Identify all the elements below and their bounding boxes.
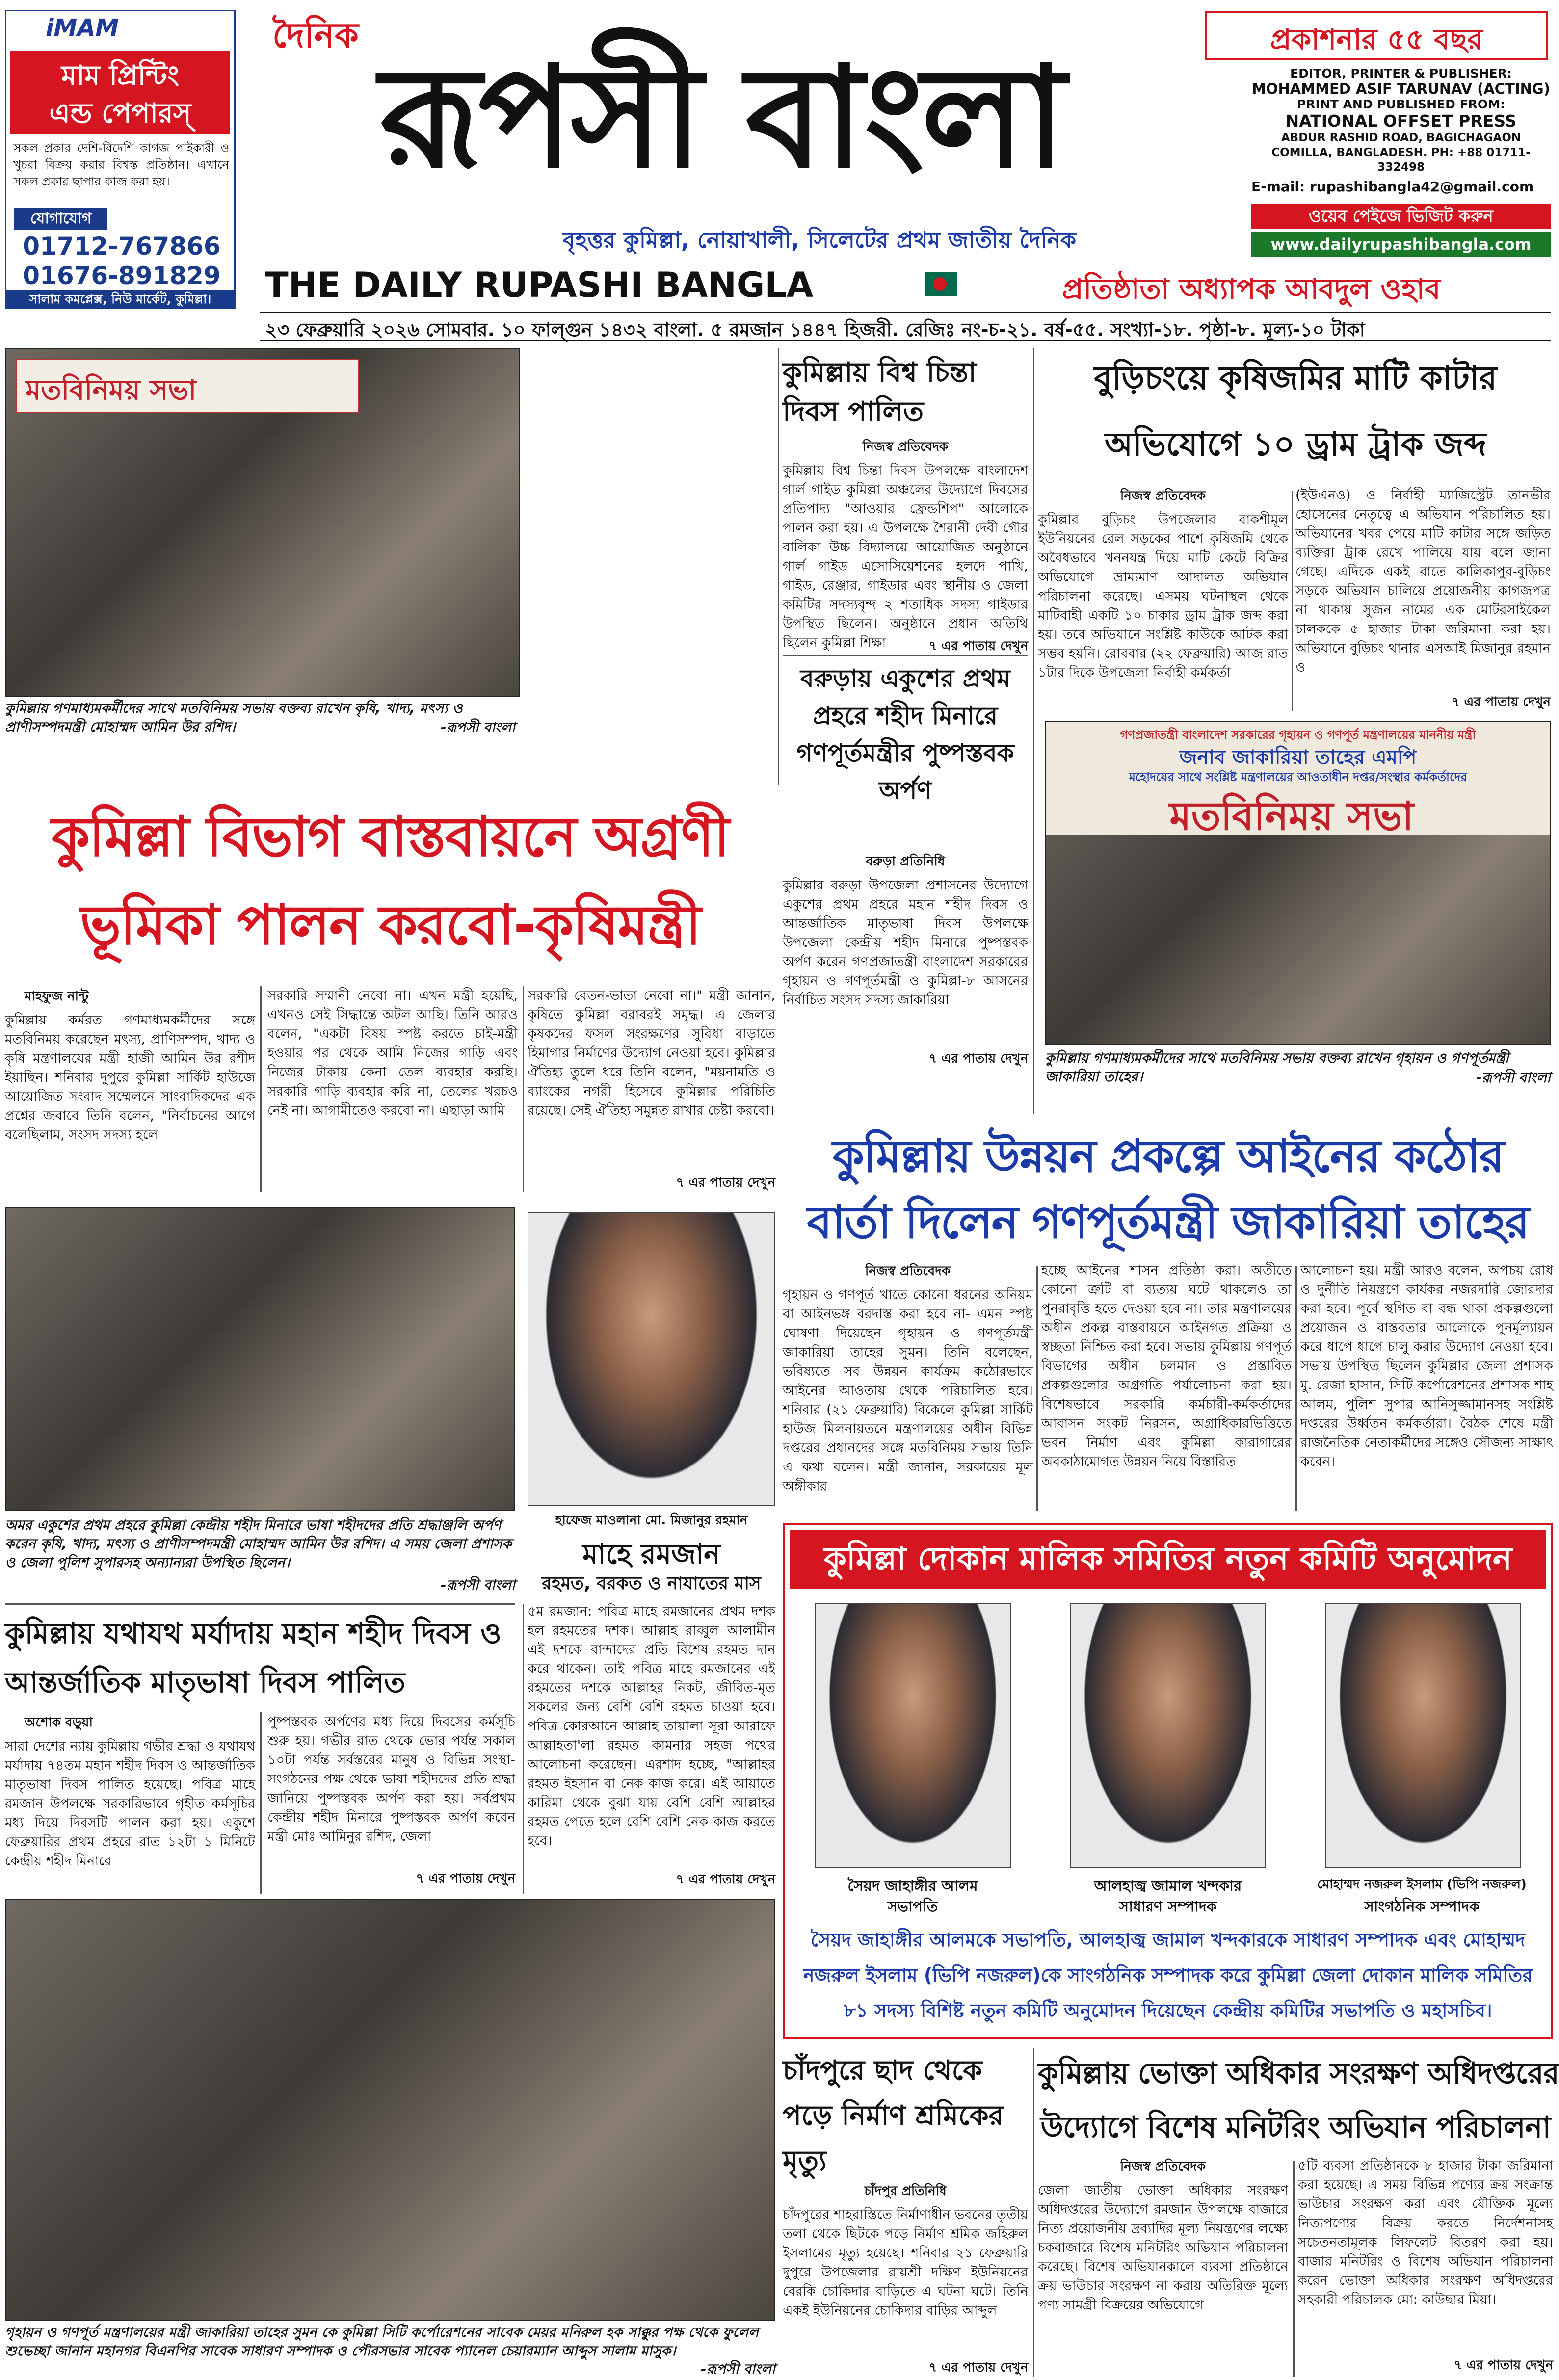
thinking-day-text: কুমিল্লায় বিশ্ব চিন্তা দিবস উপলক্ষে বাংলাদেশ গার্ল গাইড কুমিল্লা অঞ্চলের উদ্যোগে দিবসের প্রতিপাদ্য "আওয়ার ফ্রেন্ডশিপ" আলোকে পালন করা হয়। এ উপলক্ষে শৈরানী দেবী গৌর বালিকা উচ্চ বিদ্যালয়ে আয়োজিত অনুষ্ঠানে গার্ল গাইড এসোসিয়েশনের হলদে পাখি, গাইড, রেঞ্জার, গাইডার এবং স্থানীয় ও জেলা কমিটির সদস্যবৃন্দ ২ শতাধিক সদস্য গাইডার উপস্থিত ছিলেন। অনুষ্ঠানে প্রধান অতিথি ছিলেন কুমিল্লা শিক্ষা (783, 463, 1028, 651)
advert-logo: iMAM (46, 14, 119, 42)
advert-box (5, 10, 236, 309)
burichang-continued: ৭ এর পাতায় দেখুন (1451, 695, 1551, 709)
development-col3-text: আলোচনা হয়। মন্ত্রী আরও বলেন, অপচয় রোধ ও দুর্নীতি নিয়ন্ত্রণে কার্যকর নজরদারি জোরদার করা হবে। পূর্বে স্থগিত বা বন্ধ থাকা প্রকল্পগুলো প্রয়োজন ও বাস্তবতার আলোকে পুনর্মূল্যায়ন করে ধাপে ধাপে চালু করার উদ্যোগ নেওয়া হবে। সভায় উপস্থিত ছিলেন কুমিল্লার জেলা প্রশাসক মু. রেজা হাসান, সিটি কর্পোরেশনের প্রশাসক শাহ আলম, পুলিশ সুপার আনিসুজ্জামানসহ সংশ্লিষ্ট দপ্তরের উর্ধ্বতন কর্মকর্তারা। বৈঠক শেষে মন্ত্রী রাজনৈতিক নেতাকর্মীদের সঙ্গেও সৌজন্য সাক্ষাৎ করেন। (1300, 1263, 1553, 1469)
burichang-col2 (1295, 486, 1551, 716)
chandpur-divider (1033, 2048, 1034, 2377)
advert-phone2[interactable]: 01676-891829 (23, 262, 221, 290)
member-role-1: সভাপতি (887, 1898, 938, 1915)
lead-col3 (528, 986, 775, 1202)
language-day-top-rule (5, 1603, 515, 1605)
lead-col1 (5, 986, 255, 1202)
burichang-byline: নিজস্ব প্রতিবেদক (1120, 489, 1206, 503)
ramadan-portrait (528, 1212, 775, 1506)
barura-byline: বরুড়া প্রতিনিধি (866, 854, 945, 869)
language-day-col1 (5, 1712, 255, 1894)
member-role-2: সাধারণ সম্পাদক (1119, 1898, 1217, 1915)
website-link[interactable]: www.dailyrupashibangla.com (1251, 232, 1551, 257)
dateline-bar (260, 312, 1551, 341)
language-day-col1-text: সারা দেশের ন্যায় কুমিল্লায় গভীর শ্রদ্ধা ও যথাযথ মর্যাদায় ৭৪তম মহান শহীদ দিবস ও আন্তর্জাতিক মাতৃভাষা দিবস পালিত হয়েছে। পবিত্র মাহে রমজান উপলক্ষে সরকারিভাবে গৃহীত কর্মসূচির মধ্য দিয়ে দিবসটি পালন করা হয়। একুশে ফেব্রুয়ারির প্রথম প্রহরে রাত ১২টা ১ মিনিটে কেন্দ্রীয় শহীদ মিনারে (5, 1739, 255, 1869)
ramadan-divider (523, 1604, 524, 1894)
lead-col2 (267, 986, 518, 1202)
thinking-day-headline: কুমিল্লায় বিশ্ব চিন্তা দিবস পালিত (783, 357, 977, 428)
middle-left-divider (778, 348, 779, 785)
lead-headline-line2: ভূমিকা পালন করবো-কৃষিমন্ত্রী (80, 893, 700, 957)
press-address: ABDUR RASHID ROAD, BAGICHAGAON COMILLA, BANGLADESH. PH: +88 01711-332498 (1271, 131, 1531, 174)
development-col1-text: গৃহায়ন ও গণপূর্ত খাতে কোনো ধরনের অনিয়ম বা আইনভঙ্গ বরদাস্ত করা হবে না- এমন স্পষ্ট ঘোষণা দিয়েছেন গৃহায়ন ও গণপূর্তমন্ত্রী জাকারিয়া তাহের সুমন। তিনি বলেছেন, ভবিষ্যতে সব উন্নয়ন কার্যক্রম কঠোরভাবে আইনের আওতায় থেকে পরিচালিত হবে। শনিবার (২১ ফেব্রুয়ারি) বিকেলে কুমিল্লা সার্কিট হাউজ মিলনায়তনে মন্ত্রণালয়ের অধীন বিভিন্ন দপ্তরের প্রধানদের সঙ্গে মতবিনিময় সভায় তিনি এ কথা বলেন। মন্ত্রী জানান, সরকারের মূল অঙ্গীকার (783, 1287, 1033, 1494)
lead-col-divider-2 (523, 986, 524, 1192)
editor-name: MOHAMMED ASIF TARUNAV (ACTING) (1252, 80, 1550, 97)
shaheed-photo-caption: অমর একুশের প্রথম প্রহরে কুমিল্লা কেন্দ্রীয় শহীদ মিনারে ভাষা শহীদদের প্রতি শ্রদ্ধাঞ্জলি অর্পণ করেন কৃষি, খাদ্য, মৎস্য ও প্রাণীসম্পদমন্ত্রী মোহাম্মদ আমিন উর রশিদ। এ সময় জেলা প্রশাসক ও জেলা পুলিশ সুপারসহ অন্যান্যরা উপস্থিত ছিলেন। (5, 1517, 512, 1570)
chandpur-text: চাঁদপুরের শাহরাস্তিতে নির্মাণাধীন ভবনের তৃতীয় তলা থেকে ছিটকে পড়ে নির্মাণ শ্রমিক জহিরুল ইসলামের মৃত্যু হয়েছে। শনিবার ২১ ফেব্রুয়ারি দুপুরে উপজেলার রায়শ্রী দক্ষিণ ইউনিয়নের বেরকি চোকিদার বাড়িতে এ ঘটনা ঘটে। তিনি একই ইউনিয়নের চোকিদার বাড়ির আব্দুল (783, 2207, 1028, 2318)
editor-label: EDITOR, PRINTER & PUBLISHER: (1290, 66, 1512, 80)
lead-headline-line1: কুমিল্লা বিভাগ বাস্তবায়নে অগ্রণী (51, 805, 729, 869)
ramadan-subtitle: রহমত, বরকত ও নাযাতের মাস (542, 1573, 761, 1594)
lead-col3-text: সরকারি বেতন-ভাতা নেবো না।" মন্ত্রী জানান, কৃষিতে কুমিল্লা বরাবরই সমৃদ্ধ। এ জেলার কৃষকদের ফসল সংরক্ষণের সুবিধা বাড়াতে হিমাগার নির্মাণের উদ্যোগ নেওয়া হবে। কুমিল্লার ঐতিহ্য তুলে ধরে তিনি বলেন, "ময়নামতি ও ব্যাংকের নগরী হিসেবে কুমিল্লার পরিচিতি রয়েছে। সেই ঐতিহ্য সমুন্নত রাখার চেষ্টা করবো। (528, 988, 775, 1118)
consumer-col2-text: ৫টি ব্যবসা প্রতিষ্ঠানকে ৮ হাজার টাকা জরিমানা করা হয়েছে। এ সময় বিভিন্ন পণ্যের ক্রয় সংক্রান্ত ভাউচার সংরক্ষণ করা এবং যৌক্তিক মূল্যে নিত্যপণ্যের বিক্রয় করতে নির্দেশনাসহ সচেতনতামূলক লিফলেট বিতরণ করা হয়। বাজার মনিটরিং ও বিশেষ অভিযান পরিচালনা করেন ভোক্তা অধিকার সংরক্ষণ অধিদপ্তরের সহকারী পরিচালক মো: কাউছার মিয়া। (1298, 2158, 1553, 2307)
shaheed-minar-photo (5, 1207, 515, 1511)
development-byline: নিজস্ব প্রতিবেদক (865, 1264, 951, 1279)
housing-photo-credit: -রূপসী বাংলা (1476, 1070, 1551, 1086)
consumer-col2 (1298, 2156, 1553, 2380)
advert-name-line2: এন্ড পেপারস্ (49, 98, 191, 130)
lead-photo-credit: -রূপসী বাংলা (440, 719, 515, 735)
housing-banner-line3: মহোদয়ের সাথে সংশ্লিষ্ট মন্ত্রণালয়ের আওতাধীন দপ্তর/সংস্থার কর্মকর্তাদের (1129, 770, 1467, 784)
development-col2-text: হচ্ছে আইনের শাসন প্রতিষ্ঠা করা। অতীতে কোনো ত্রুটি বা ব্যত্যয় ঘটে থাকলেও তা পুনরাবৃত্তি হতে দেওয়া হবে না। তার মন্ত্রণালয়ের অধীন প্রকল্প বাস্তবায়নে আইনগত প্রক্রিয়া ও স্বচ্ছতা নিশ্চিত করা হবে। সভায় কুমিল্লায় গণপূর্ত বিভাগের অধীন চলমান ও প্রস্তাবিত প্রকল্পগুলোর অগ্রগতি পর্যালোচনা করা হয়। বিশেষভাবে সরকারি কর্মচারী-কর্মকর্তাদের আবাসন সংকট নিরসন, অগ্রাধিকারভিত্তিতে ভবন নির্মাণ এবং কুমিল্লা কারাগারের অবকাঠামোগত উন্নয়ন নিয়ে বিস্তারিত (1041, 1263, 1292, 1469)
lead-byline: মাহফুজ নান্টু (25, 989, 89, 1004)
flag-disc (933, 277, 947, 291)
language-day-divider-1 (260, 1712, 262, 1894)
anniversary-text: প্রকাশনার ৫৫ বছর (1270, 23, 1483, 56)
printed-label: PRINT AND PUBLISHED FROM: (1296, 97, 1506, 111)
housing-meeting-photo (1045, 721, 1551, 1045)
masthead-title-bn: রূপসী বাংলা (379, 36, 1063, 199)
consumer-col1 (1038, 2156, 1288, 2380)
email[interactable]: E-mail: rupashibangla42@gmail.com (1251, 179, 1534, 195)
language-day-byline: অশোক বড়ুয়া (25, 1715, 93, 1730)
lead-col1-text: কুমিল্লায় কর্মরত গণমাধ্যমকর্মীদের সঙ্গে মতবিনিময় করেছেন মৎস্য, প্রাণিসম্পদ, খাদ্য ও কৃষি মন্ত্রণালয়ের মন্ত্রী হাজী আমিন উর রশীদ ইয়াছিন। শনিবার দুপুরে কুমিল্লা সার্কিট হাউজে আয়োজিত সংবাদ সম্মেলনে সাংবাদিকদের এক প্রশ্নের জবাবে তিনি বলেন, "নির্বাচনের আগে বলেছিলাম, সংসদ সদস্য হলে (5, 1013, 255, 1143)
language-day-continued: ৭ এর পাতায় দেখুন (416, 1871, 515, 1886)
thinking-day-byline: নিজস্ব প্রতিবেদক (862, 440, 949, 454)
development-divider-2 (1295, 1266, 1297, 1511)
language-day-col2-text: পুষ্পস্তবক অর্পণের মধ্য দিয়ে দিবসের কর্মসূচি শুরু হয়। গভীর রাত থেকে ভোর পর্যন্ত সকাল ১০টা পর্যন্ত সর্বস্তরের মানুষ ও বিভিন্ন সংস্থা-সংগঠনের পক্ষ থেকে ভাষা শহীদদের প্রতি শ্রদ্ধা জানিয়ে পুষ্পস্তবক অর্পণ করা হয়। সর্বপ্রথম কেন্দ্রীয় শহীদ মিনারে পুষ্পস্তবক অর্পণ করেন মন্ত্রী মোঃ আমিনুর রশিদ, জেলা (267, 1714, 515, 1844)
ramadan-portrait-caption: হাফেজ মাওলানা মো. মিজানুর রহমান (555, 1513, 748, 1528)
anniversary-badge (1205, 11, 1548, 60)
consumer-headline-line1: কুমিল্লায় ভোক্তা অধিকার সংরক্ষণ অধিদপ্তরের (1038, 2056, 1559, 2091)
thinking-day-article (783, 353, 1028, 653)
masthead-founder: প্রতিষ্ঠাতা অধ্যাপক আবদুল ওহাব (1062, 272, 1441, 306)
burichang-headline-line2: অভিযোগে ১০ ড্রাম ট্রাক জব্দ (1104, 425, 1487, 463)
member-portrait-3 (1325, 1603, 1521, 1868)
consumer-continued: ৭ এর পাতায় দেখুন (1453, 2358, 1553, 2373)
lead-col-divider-1 (260, 986, 262, 1192)
development-headline-line2: বার্তা দিলেন গণপূর্তমন্ত্রী জাকারিয়া তাহের (807, 1196, 1529, 1249)
development-col2 (1041, 1261, 1292, 1516)
barura-continued: ৭ এর পাতায় দেখুন (928, 1051, 1028, 1066)
development-divider-1 (1036, 1266, 1038, 1511)
masthead-daily-label: দৈনিক (272, 15, 359, 55)
member-name-2: আলহাজ্ব জামাল খন্দকার (1094, 1878, 1242, 1895)
member-portrait-1 (815, 1603, 1011, 1868)
development-col1 (783, 1261, 1033, 1516)
lead-photo-banner-text: মতবিনিময় সভা (26, 374, 197, 406)
ramadan-column (528, 1602, 775, 1894)
burichang-col1 (1038, 486, 1288, 716)
consumer-headline-line2: উদ্যোগে বিশেষ মনিটরিং অভিযান পরিচালনা (1040, 2110, 1551, 2145)
chandpur-headline: চাঁদপুরে ছাদ থেকে পড়ে নির্মাণ শ্রমিকের মৃত্যু (783, 2055, 1004, 2177)
housing-photo-caption: কুমিল্লায় গণমাধ্যমকর্মীদের সাথে মতবিনিময় সভায় বক্তব্য রাখেন গৃহায়ন ও গণপূর্তমন্ত্রী জাকারিয়া তাহের। (1045, 1050, 1509, 1085)
consumer-byline: নিজস্ব প্রতিবেদক (1120, 2159, 1206, 2174)
language-day-headline-line1: কুমিল্লায় যথাযথ মর্যাদায় মহান শহীদ দিবস ও (5, 1617, 502, 1650)
consumer-col1-text: জেলা জাতীয় ভোক্তা অধিকার সংরক্ষণ অধিদপ্তরের উদ্যোগে রমজান উপলক্ষে বাজারে নিত্য প্রয়োজনীয় দ্রব্যাদির মূল্য নিয়ন্ত্রণের লক্ষ্যে চকবাজারে বিশেষ মনিটরিং অভিযান পরিচালনা করেছে। বিশেষ অভিযানকালে ব্যবসা প্রতিষ্ঠানে ক্রয় ভাউচার সংরক্ষণ না করায় অতিরিক্ত মূল্যে পণ্য সামগ্রী বিক্রয়ের অভিযোগে (1038, 2183, 1288, 2313)
lead-photo (5, 348, 520, 697)
language-day-col2 (267, 1712, 515, 1894)
bottom-photo-credit: -রূপসী বাংলা (700, 2361, 775, 2377)
consumer-divider (1293, 2161, 1295, 2377)
middle-right-divider (1033, 348, 1034, 1114)
chandpur-continued: ৭ এর পাতায় দেখুন (928, 2360, 1028, 2375)
lead-continued: ৭ এর পাতায় দেখুন (676, 1176, 775, 1190)
member-portrait-2 (1070, 1603, 1266, 1868)
member-name-3: মোহাম্মদ নজরুল ইসলাম (ভিপি নজরুল) (1317, 1877, 1527, 1892)
bangladesh-flag-icon (925, 272, 957, 296)
development-col3 (1300, 1261, 1553, 1516)
bottom-photo-caption: গৃহায়ন ও গণপূর্ত মন্ত্রণালয়ের মন্ত্রী জাকারিয়া তাহের সুমন কে কুমিল্লা সিটি কর্পোরেশনের সাবেক মেয়র মনিরুল হক সাক্কুর পক্ষ থেকে ফুলেল শুভেচ্ছা জানান মহানগর বিএনপির সাবেক সাধারণ সম্পাদক ও পৌরসভার সাবেক প্যানেল চেয়ারম্যান আব্দুস সালাম মাসুক। (5, 2324, 759, 2359)
lead-col2-text: সরকারি সম্মানী নেবো না। এখন মন্ত্রী হয়েছি, এখনও সেই সিদ্ধান্তে অটল আছি। তিনি আরও বলেন, "একটা বিষয় স্পষ্ট করতে চাই-মন্ত্রী হওয়ার পর থেকে আমি নিজের গাড়ি এবং নিজের টাকায় কেনা তেল ব্যবহার করছি। সরকারি গাড়ি ব্যবহার করি না, তেলের খরচও নেই না। আগামীতেও করবো না। এছাড়া আমি (267, 988, 518, 1118)
advert-phone1[interactable]: 01712-767866 (23, 232, 221, 261)
housing-banner-line2: জনাব জাকারিয়া তাহের এমপি (1179, 746, 1417, 769)
development-headline-line1: কুমিল্লায় উন্নয়ন প্রকল্পে আইনের কঠোর (832, 1130, 1504, 1182)
burichang-col2-text: (ইউএনও) ও নির্বাহী ম্যাজিস্ট্রেট তানভীর হোসেনের নেতৃত্বে এ অভিযান পরিচালিত হয়। অভিযানের খবর পেয়ে মাটি কাটার সঙ্গে জড়িত ব্যক্তিরা ট্রাক রেখে পালিয়ে যায় বলে জানা গেছে। এদিকে একই রাতে কালিকাপুর-বুড়িচং সড়কে অভিযান চালিয়ে প্রয়োজনীয় কাগজপত্র না থাকায় সুজন নামের এক মোটরসাইকেল চালককে ৫ হাজার টাকা জরিমানা করা হয়। অভিযানে বুড়িচং থানার এসআই মিজানুর রহমান ও (1295, 488, 1551, 675)
housing-banner-line1: গণপ্রজাতন্ত্রী বাংলাদেশ সরকারের গৃহায়ন ও গণপূর্ত মন্ত্রণালয়ের মাননীয় মন্ত্রী (1120, 728, 1476, 742)
burichang-col1-text: কুমিল্লার বুড়িচং উপজেলার বাকশীমূল ইউনিয়নের রেল সড়কের পাশে কৃষিজমি থেকে অবৈধভাবে খননযন্ত্র দিয়ে মাটি কেটে বিক্রির অভিযোগে ভ্রাম্যমাণ আদালত অভিযান পরিচালনা করেছে। এসময় ঘটনাস্থল থেকে মাটিবাহী একটি ১০ চাকার ড্রাম ট্রাক জব্দ করা হয়। তবে অভিযানে সংশ্লিষ্ট কাউকে আটক করা সম্ভব হয়নি। রোববার (২২ ফেব্রুয়ারি) আজ রাত ১টার দিকে উপজেলা নির্বাহী কর্মকর্তা (1038, 512, 1288, 680)
ramadan-title: মাহে রমজান (582, 1539, 720, 1570)
burichang-divider (1292, 491, 1293, 711)
press-name: NATIONAL OFFSET PRESS (1285, 111, 1517, 131)
shop-committee-summary: সৈয়দ জাহাঙ্গীর আলমকে সভাপতি, আলহাজ্ব জামাল খন্দকারকে সাধারণ সম্পাদক এবং মোহাম্মদ নজরুল ইসলাম (ভিপি নজরুল)কে সাংগঠনিক সম্পাদক করে কুমিল্লা জেলা দোকান মালিক সমিতির ৮১ সদস্য বিশিষ্ট নতুন কমিটি অনুমোদন দিয়েছেন কেন্দ্রীয় কমিটির সভাপতি ও মহাসচিব। (803, 1929, 1533, 2021)
ramadan-text: ৫ম রমজান: পবিত্র মাহে রমজানের প্রথম দশক হল রহমতের দশক। আল্লাহ রাব্বুল আলামীন এই দশকে বান্দাদের প্রতি বিশেষ রহমত দান করে থাকেন। তাই পবিত্র মাহে রমজানের এই রহমতের দশকে আল্লাহর নিকট, জীবিত-মৃত সকলের জন্য বেশি বেশি রহমত চাওয়া হবে। পবিত্র কোরআনে আল্লাহ তায়ালা সূরা আরাফে আল্লাহতা'লা রহমত কামনার সহজ পথের আলোচনা করেছেন। এরশাদ হচ্ছে, "আল্লাহর রহমত ইহসান বা নেক কাজ করে। এই আয়াতে কারিমা থেকে বুঝা যায় বেশি বেশি আল্লাহর রহমত পেতে হলে বেশি বেশি নেক কাজ করতে হবে। (528, 1604, 775, 1849)
member-role-3: সাংগঠনিক সম্পাদক (1364, 1898, 1480, 1915)
barura-article (783, 660, 1028, 1151)
member-name-1: সৈয়দ জাহাঙ্গীর আলম (847, 1878, 978, 1895)
chandpur-article (783, 2048, 1028, 2377)
masthead-tagline: বৃহত্তর কুমিল্লা, নোয়াখালী, সিলেটের প্রথম জাতীয় দৈনিক (562, 227, 1077, 253)
barura-headline: বরুড়ায় একুশের প্রথম প্রহরে শহীদ মিনারে গণপূর্তমন্ত্রীর পুষ্পস্তবক অর্পণ (796, 664, 1014, 805)
chandpur-byline: চাঁদপুর প্রতিনিধি (864, 2184, 947, 2198)
language-day-headline-line2: আন্তর্জাতিক মাতৃভাষা দিবস পালিত (5, 1666, 406, 1699)
thinking-day-bottom-rule (783, 655, 1028, 656)
burichang-headline-line1: বুড়িচংয়ে কৃষিজমির মাটি কাটার (1094, 359, 1497, 397)
bottom-photo (5, 1899, 775, 2321)
housing-banner-title: মতবিনিময় সভা (1169, 793, 1414, 839)
advert-contact-label: যোগাযোগ (14, 208, 107, 230)
advert-name-line1: মাম প্রিন্টিং (61, 60, 179, 92)
dateline-text: ২৩ ফেব্রুয়ারি ২০২৬ সোমবার. ১০ ফাল্গুন ১৪৩২ বাংলা. ৫ রমজান ১৪৪৭ হিজরী. রেজিঃ নং-চ-২১. বর্ষ-৫৫. সংখ্যা-১৮. পৃষ্ঠা-৮. মূল্য-১০ টাকা (265, 319, 1365, 340)
advert-description: সকল প্রকার দেশি-বিদেশি কাগজ পাইকারী ও খুচরা বিক্রয় করার বিশ্বস্ত প্রতিষ্ঠান। এখানে সকল প্রকার ছাপার কাজ করা হয়। (13, 141, 229, 188)
ramadan-continued: ৭ এর পাতায় দেখুন (676, 1872, 775, 1887)
shop-committee-banner: কুমিল্লা দোকান মালিক সমিতির নতুন কমিটি অনুমোদন (790, 1530, 1546, 1589)
advert-address: সালাম কমপ্লেক্স, নিউ মার্কেট, কুমিল্লা। (6, 290, 234, 309)
web-label: ওয়েব পেইজে ভিজিট করুন (1251, 204, 1551, 229)
barura-text: কুমিল্লার বরুড়া উপজেলা প্রশাসনের উদ্যোগে একুশের প্রথম প্রহরে মহান শহীদ দিবস ও আন্তর্জাতিক মাতৃভাষা দিবস উপলক্ষে উপজেলা কেন্দ্রীয় শহীদ মিনারে পুষ্পস্তবক অর্পণ করেন গণপ্রজাতন্ত্রী বাংলাদেশ সরকারের গৃহায়ন ও গণপূর্তমন্ত্রী ও কুমিল্লা-৮ আসনের নির্বাচিত সংসদ সদস্য জাকারিয়া (783, 878, 1028, 1008)
thinking-day-continued: ৭ এর পাতায় দেখুন (928, 639, 1028, 654)
masthead-title-en: THE DAILY RUPASHI BANGLA (265, 265, 814, 305)
shaheed-photo-credit: -রূপসী বাংলা (440, 1577, 515, 1593)
lead-photo-caption: কুমিল্লায় গণমাধ্যমকর্মীদের সাথে মতবিনিময় সভায় বক্তব্য রাখেন কৃষি, খাদ্য, মৎস্য ও প্রাণীসম্পদমন্ত্রী মোহাম্মদ আমিন উর রশিদ। (5, 700, 463, 735)
